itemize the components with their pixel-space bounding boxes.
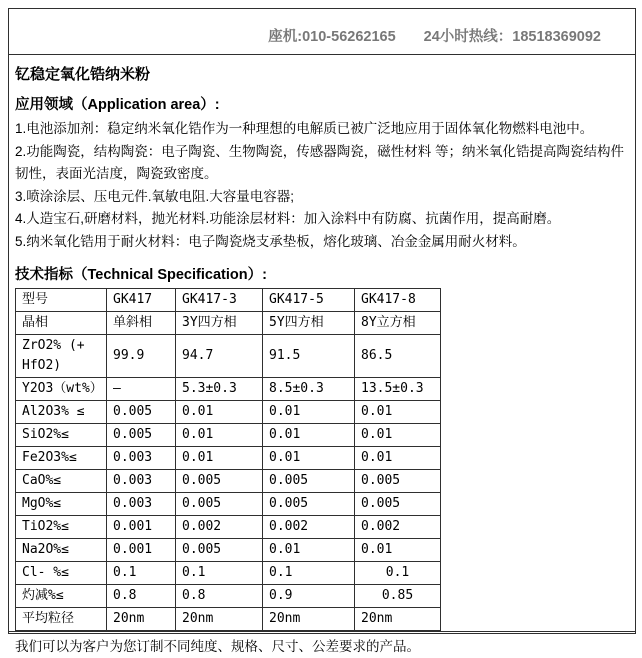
spec-value-cell: 5Y四方相 xyxy=(263,312,355,335)
spec-value-cell: 0.001 xyxy=(107,516,176,539)
landline-number: 座机:010-56262165 xyxy=(268,29,396,45)
spec-value-cell: 91.5 xyxy=(263,335,355,378)
spec-label-cell: Y2O3（wt%） xyxy=(16,378,107,401)
spec-value-cell: 0.005 xyxy=(263,493,355,516)
spec-value-cell: 0.1 xyxy=(355,562,441,585)
spec-value-cell: 0.01 xyxy=(355,424,441,447)
spec-value-cell: 99.9 xyxy=(107,335,176,378)
spec-row xyxy=(16,562,441,585)
spec-value-cell: 0.01 xyxy=(263,539,355,562)
spec-label-cell: ZrO2% (+ HfO2) xyxy=(16,335,107,378)
spec-value-cell: 94.7 xyxy=(176,335,263,378)
spec-label-cell: MgO%≤ xyxy=(16,493,107,516)
spec-table xyxy=(15,288,441,631)
spec-value-cell: 0.005 xyxy=(263,470,355,493)
spec-value-cell: 0.01 xyxy=(263,447,355,470)
spec-value-cell: 0.003 xyxy=(107,470,176,493)
spec-row xyxy=(16,312,441,335)
spec-label-cell: Fe2O3%≤ xyxy=(16,447,107,470)
spec-value-cell: 20nm xyxy=(176,608,263,631)
spec-table-body xyxy=(16,289,441,631)
spec-value-cell: GK417-3 xyxy=(176,289,263,312)
spec-row xyxy=(16,401,441,424)
spec-value-cell: 0.8 xyxy=(176,585,263,608)
spec-row xyxy=(16,493,441,516)
main-content xyxy=(9,55,635,631)
spec-value-cell: GK417-5 xyxy=(263,289,355,312)
spec-label-cell: CaO%≤ xyxy=(16,470,107,493)
application-item: 4.人造宝石,研磨材料，抛光材料.功能涂层材料：加入涂料中有防腐、抗菌作用，提高耐磨。 xyxy=(15,211,561,226)
page-frame xyxy=(8,8,636,654)
spec-value-cell: 0.005 xyxy=(107,401,176,424)
spec-value-cell: 0.01 xyxy=(263,424,355,447)
spec-value-cell: 0.005 xyxy=(176,470,263,493)
spec-value-cell: 0.003 xyxy=(107,493,176,516)
spec-value-cell: 0.01 xyxy=(176,447,263,470)
application-area-heading: 应用领域（Application area）: xyxy=(15,97,220,113)
spec-value-cell: 0.1 xyxy=(263,562,355,585)
spec-row xyxy=(16,608,441,631)
spec-value-cell: 0.01 xyxy=(263,401,355,424)
spec-row xyxy=(16,516,441,539)
application-area-list xyxy=(15,118,629,253)
spec-value-cell: 8Y立方相 xyxy=(355,312,441,335)
spec-value-cell: GK417 xyxy=(107,289,176,312)
spec-value-cell: 0.005 xyxy=(355,493,441,516)
spec-row xyxy=(16,585,441,608)
spec-row xyxy=(16,289,441,312)
spec-value-cell: 0.002 xyxy=(263,516,355,539)
spec-value-cell: 单斜相 xyxy=(107,312,176,335)
page-title: 钇稳定氧化锆纳米粉 xyxy=(15,66,151,83)
spec-value-cell: 0.005 xyxy=(107,424,176,447)
spec-value-cell: 5.3±0.3 xyxy=(176,378,263,401)
spec-value-cell: 0.85 xyxy=(355,585,441,608)
spec-value-cell: 0.005 xyxy=(176,539,263,562)
spec-row xyxy=(16,378,441,401)
application-item: 5.纳米氧化锆用于耐火材料：电子陶瓷烧支承垫板，熔化玻璃、冶金金属用耐火材料。 xyxy=(15,233,526,249)
spec-value-cell: 0.9 xyxy=(263,585,355,608)
spec-value-cell: 0.001 xyxy=(107,539,176,562)
technical-specification-heading: 技术指标（Technical Specification）: xyxy=(15,267,267,283)
spec-label-cell: 灼减%≤ xyxy=(16,585,107,608)
spec-value-cell: 0.003 xyxy=(107,447,176,470)
spec-value-cell: 0.01 xyxy=(355,539,441,562)
contact-header xyxy=(9,9,635,55)
spec-value-cell: 0.1 xyxy=(176,562,263,585)
spec-value-cell: – xyxy=(107,378,176,401)
spec-value-cell: 0.01 xyxy=(176,401,263,424)
spec-value-cell: 8.5±0.3 xyxy=(263,378,355,401)
spec-value-cell: GK417-8 xyxy=(355,289,441,312)
spec-row xyxy=(16,335,441,378)
spec-value-cell: 13.5±0.3 xyxy=(355,378,441,401)
spec-value-cell: 86.5 xyxy=(355,335,441,378)
spec-row xyxy=(16,470,441,493)
spec-label-cell: Al2O3% ≤ xyxy=(16,401,107,424)
spec-row xyxy=(16,447,441,470)
spec-value-cell: 0.005 xyxy=(176,493,263,516)
spec-row xyxy=(16,424,441,447)
spec-value-cell: 0.8 xyxy=(107,585,176,608)
spec-value-cell: 20nm xyxy=(355,608,441,631)
spec-label-cell: Cl- %≤ xyxy=(16,562,107,585)
spec-value-cell: 0.01 xyxy=(355,401,441,424)
spec-value-cell: 20nm xyxy=(107,608,176,631)
spec-value-cell: 3Y四方相 xyxy=(176,312,263,335)
spec-label-cell: Na2O%≤ xyxy=(16,539,107,562)
application-item: 1.电池添加剂：稳定纳米氧化锆作为一种理想的电解质已被广泛地应用于固体氧化物燃料电池中。 xyxy=(15,121,594,136)
spec-label-cell: TiO2%≤ xyxy=(16,516,107,539)
application-item: 3.喷涂涂层、压电元件.氧敏电阻.大容量电容器; xyxy=(15,188,295,204)
spec-value-cell: 0.01 xyxy=(176,424,263,447)
hotline-number: 24小时热线：18518369092 xyxy=(423,29,601,45)
spec-label-cell: 平均粒径 xyxy=(16,608,107,631)
spec-label-cell: 晶相 xyxy=(16,312,107,335)
spec-value-cell: 20nm xyxy=(263,608,355,631)
spec-row xyxy=(16,539,441,562)
customization-note: 我们可以为客户为您订制不同纯度、规格、尺寸、公差要求的产品。 xyxy=(15,639,420,654)
application-item: 2.功能陶瓷，结构陶瓷：电子陶瓷、生物陶瓷，传感器陶瓷，磁性材料 等；纳米氧化锆提高陶瓷结构件韧性，表面光洁度，陶瓷致密度。 xyxy=(15,143,625,181)
spec-value-cell: 0.002 xyxy=(355,516,441,539)
spec-value-cell: 0.01 xyxy=(355,447,441,470)
footer-note-bar xyxy=(9,631,635,658)
spec-value-cell: 0.1 xyxy=(107,562,176,585)
spec-value-cell: 0.005 xyxy=(355,470,441,493)
spec-label-cell: 型号 xyxy=(16,289,107,312)
spec-value-cell: 0.002 xyxy=(176,516,263,539)
spec-label-cell: SiO2%≤ xyxy=(16,424,107,447)
